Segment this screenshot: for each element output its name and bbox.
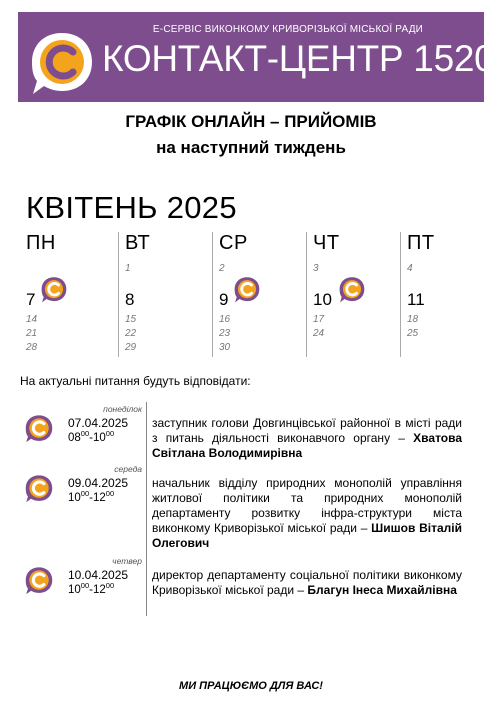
- calendar-date-small: 24: [313, 328, 325, 339]
- calendar-date-small: 14: [26, 314, 38, 325]
- calendar-date-small: 18: [407, 314, 419, 325]
- calendar-date-current: 9: [219, 290, 229, 309]
- calendar-day-name: ВТ: [125, 232, 151, 254]
- calendar-highlight-icon: [338, 276, 366, 304]
- calendar-day-name: ПТ: [407, 232, 435, 254]
- calendar-date-current: 7: [26, 290, 36, 309]
- schedule-weekday: четвер: [112, 556, 142, 566]
- calendar-day-name: ЧТ: [313, 232, 340, 254]
- schedule-date: 07.04.2025: [68, 416, 129, 430]
- calendar-date-small: 3: [313, 263, 319, 274]
- schedule-description: начальник відділу природних монополій управління житлової політики та природних монополій департаменту розвитку інфра-структури міста виконкому Криворізької міської ради – Шишов Віталій Олегович: [152, 476, 462, 550]
- calendar-date-small: 17: [313, 314, 325, 325]
- schedule-divider: [146, 402, 147, 616]
- schedule-weekday: понеділок: [103, 404, 142, 414]
- calendar-column-3: [306, 232, 399, 357]
- footer-slogan: МИ ПРАЦЮЄМО ДЛЯ ВАС!: [179, 680, 323, 692]
- calendar-date-small: 23: [219, 328, 231, 339]
- schedule-person-name: Хватова Світлана Володимирівна: [152, 431, 463, 460]
- schedule-person-name: Шишов Віталій Олегович: [152, 521, 462, 550]
- schedule-time: $10^{00}-12^{00}$: [68, 581, 115, 596]
- schedule-date: 09.04.2025: [68, 476, 129, 490]
- header-banner: [18, 12, 495, 102]
- calendar-date-small: 29: [125, 342, 137, 353]
- calendar-column-4: [400, 232, 493, 357]
- c-speech-bubble-logo-icon: [24, 414, 54, 444]
- calendar-date-small: 21: [26, 328, 38, 339]
- intro-text: На актуальні питання будуть відповідати:: [20, 374, 251, 388]
- calendar-date-small: 25: [407, 328, 419, 339]
- header-subtitle: Е-СЕРВІС ВИКОНКОМУ КРИВОРІЗЬКОЇ МІСЬКОЇ РАДИ: [152, 24, 424, 35]
- schedule-date: 10.04.2025: [68, 568, 129, 582]
- calendar-date-small: 2: [219, 263, 225, 274]
- calendar-highlight-icon: [40, 276, 68, 304]
- schedule-description: заступник голови Довгинцівської районної в місті ради з питань діяльності виконавчого органу – Хватова Світлана Володимирівна: [152, 416, 463, 460]
- calendar-date-small: 30: [219, 342, 231, 353]
- calendar-column-0: [24, 232, 116, 357]
- calendar-day-name: СР: [219, 232, 248, 254]
- calendar-date-small: 1: [125, 263, 131, 274]
- c-speech-bubble-logo-icon: [24, 474, 54, 504]
- schedule-weekday: середа: [114, 464, 142, 474]
- schedule-subheading: на наступний тиждень: [156, 138, 346, 157]
- calendar-date-small: 4: [407, 263, 413, 274]
- schedule-time: $08^{00}-10^{00}$: [68, 429, 115, 444]
- schedule-heading: ГРАФІК ОНЛАЙН – ПРИЙОМІВ: [125, 112, 377, 131]
- calendar-highlight-icon: [233, 276, 261, 304]
- calendar-date-small: 28: [26, 342, 38, 353]
- calendar-column-1: [118, 232, 211, 357]
- schedule-person-name: Благун Інеса Михайлівна: [307, 583, 457, 597]
- c-speech-bubble-logo-icon: [28, 30, 96, 98]
- calendar-day-name: ПН: [26, 232, 56, 254]
- calendar-date-current: 11: [407, 290, 425, 309]
- schedule-description: директор департаменту соціальної політики виконкому Криворізької міської ради – Благун Інеса Михайлівна: [152, 568, 462, 597]
- calendar-column-2: [212, 232, 305, 357]
- calendar-date-small: 22: [125, 328, 137, 339]
- header-title: КОНТАКТ-ЦЕНТР 1520: [102, 38, 495, 79]
- c-speech-bubble-logo-icon: [24, 566, 54, 596]
- calendar-date-small: 15: [125, 314, 137, 325]
- calendar-date-current: 8: [125, 290, 135, 309]
- calendar-month: КВІТЕНЬ 2025: [26, 190, 237, 225]
- calendar-date-current: 10: [313, 290, 332, 309]
- calendar-date-small: 16: [219, 314, 231, 325]
- schedule-time: $10^{00}-12^{00}$: [68, 489, 115, 504]
